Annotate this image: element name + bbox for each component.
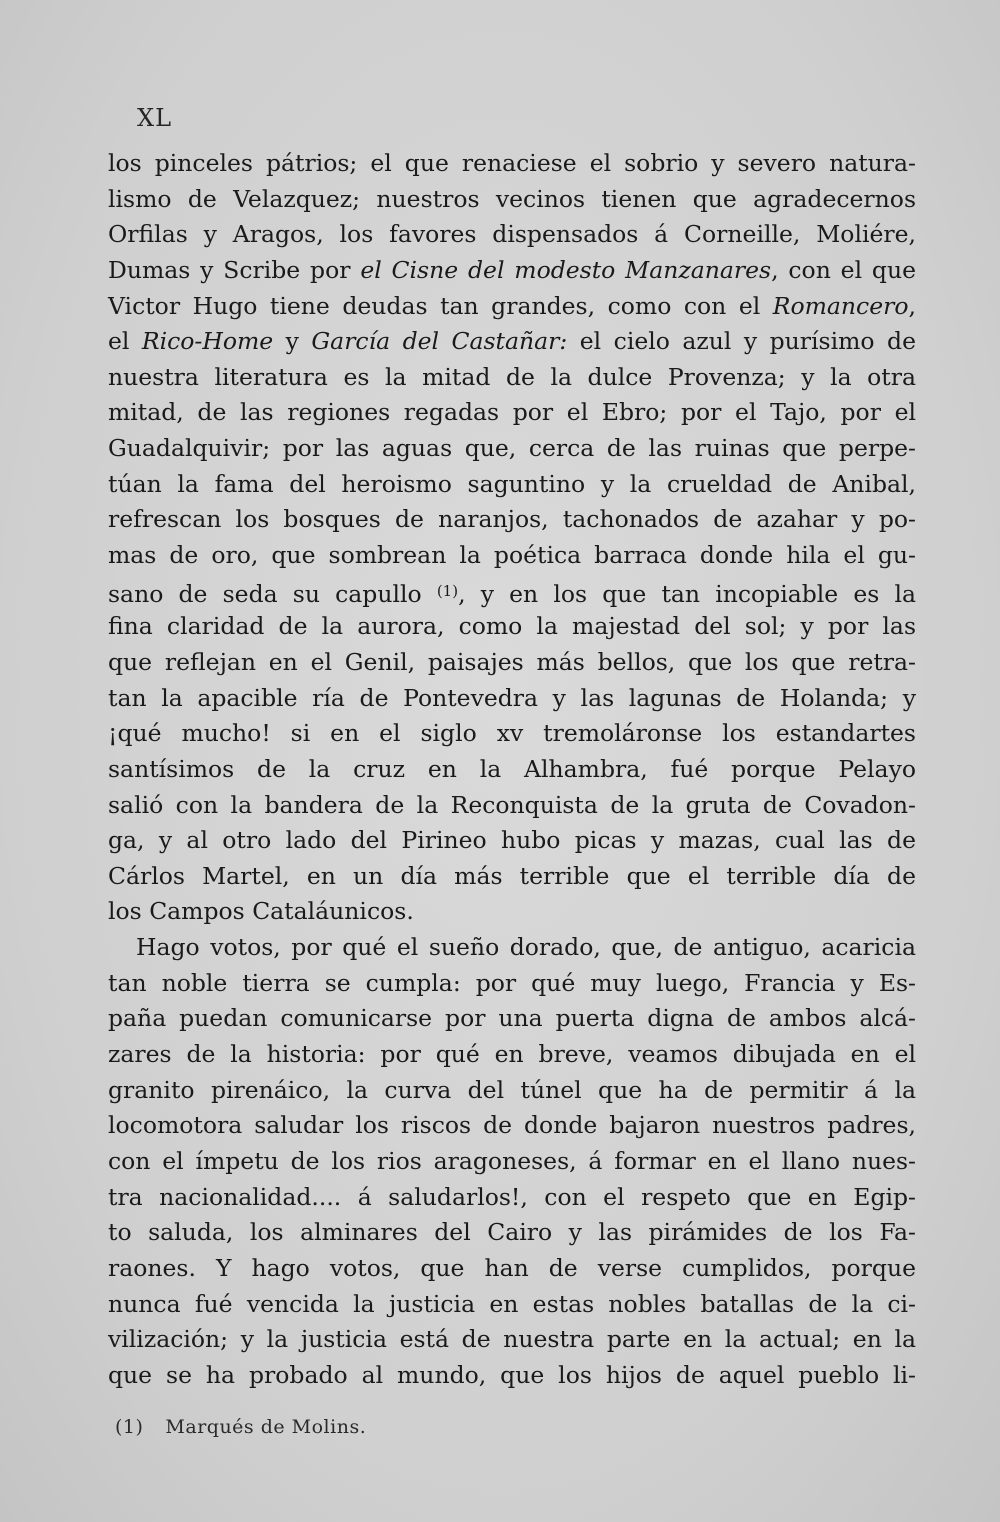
text-line: Cárlos Martel, en un día más terrible que el terrible día de — [108, 861, 916, 890]
text-segment: , con el que — [771, 255, 916, 284]
text-line: mas de oro, que sombrean la poética barraca donde hila el gu- — [108, 541, 916, 570]
text-line: nuestra literatura es la mitad de la dulce Provenza; y la otra — [108, 362, 916, 391]
footnote-text: Marqués de Molins. — [165, 1416, 367, 1438]
text-line: que se ha probado al mundo, que los hijos de aquel pueblo li- — [108, 1360, 916, 1389]
text-line: tra nacionalidad.... á saludarlos!, con el respeto que en Egip- — [108, 1182, 916, 1211]
text-line: vilización; y la justicia está de nuestra parte en la actual; en la — [108, 1325, 916, 1354]
footnote-mark: (1) — [115, 1416, 144, 1438]
text-line: ¡qué mucho! si en el siglo xv tremoláronse los estandartes — [108, 719, 916, 748]
text-line: Guadalquivir; por las aguas que, cerca de las ruinas que perpe- — [108, 434, 916, 463]
text-segment: y — [273, 327, 312, 356]
text-line: los pinceles pátrios; el que renaciese el sobrio y severo natura- — [108, 149, 916, 177]
text-segment: , — [908, 291, 916, 320]
text-line: raones. Y hago votos, que han de verse cumplidos, porque — [108, 1253, 916, 1282]
page-number: XL — [137, 104, 173, 132]
text-line — [108, 574, 916, 610]
text-line — [108, 324, 916, 360]
text-line: Orfilas y Aragos, los favores dispensados á Corneille, Moliére, — [108, 220, 916, 249]
text-line: to saluda, los alminares del Cairo y las pirámides de los Fa- — [108, 1218, 916, 1247]
italic-title: Romancero — [772, 291, 909, 320]
text-line: túan la fama del heroismo saguntino y la crueldad de Anibal, — [108, 469, 916, 498]
text-line: lismo de Velazquez; nuestros vecinos tienen que agradecernos — [108, 184, 916, 213]
text-line: tan noble tierra se cumpla: por qué muy luego, Francia y Es- — [108, 968, 916, 997]
text-line: con el ímpetu de los rios aragoneses, á formar en el llano nues- — [108, 1146, 916, 1175]
text-line: zares de la historia: por qué en breve, veamos dibujada en el — [108, 1040, 916, 1069]
text-line: Hago votos, por qué el sueño dorado, que, de antiguo, acaricia — [136, 933, 916, 962]
text-line: paña puedan comunicarse por una puerta digna de ambos alcá- — [108, 1004, 916, 1033]
text-line: nunca fué vencida la justicia en estas nobles batallas de la ci- — [108, 1289, 916, 1318]
text-line: mitad, de las regiones regadas por el Ebro; por el Tajo, por el — [108, 398, 916, 427]
text-segment: el — [108, 327, 142, 356]
text-line: refrescan los bosques de naranjos, tachonados de azahar y po- — [108, 505, 916, 534]
text-segment: sano de seda su capullo — [108, 579, 437, 608]
text-line: fina claridad de la aurora, como la majestad del sol; y por las — [108, 612, 916, 641]
text-line: que reflejan en el Genil, paisajes más bellos, que los que retra- — [108, 647, 916, 676]
text-line: locomotora saludar los riscos de donde bajaron nuestros padres, — [108, 1111, 916, 1140]
text-segment: Victor Hugo tiene deudas tan grandes, como con el — [108, 291, 773, 320]
body-text — [108, 146, 916, 1393]
footnote — [115, 1416, 366, 1438]
footnote-reference: (1) — [436, 581, 459, 600]
text-line — [108, 253, 916, 289]
text-line: ga, y al otro lado del Pirineo hubo picas y mazas, cual las de — [108, 826, 916, 855]
text-line: granito pirenáico, la curva del túnel que ha de permitir á la — [108, 1075, 916, 1104]
text-segment: Dumas y Scribe por — [108, 255, 361, 284]
text-line: tan la apacible ría de Pontevedra y las lagunas de Holanda; y — [108, 683, 916, 712]
text-line: los Campos Cataláunicos. — [108, 897, 414, 926]
italic-title: el Cisne del modesto Manzanares — [360, 255, 772, 284]
text-line — [108, 289, 916, 325]
text-line: santísimos de la cruz en la Alhambra, fué porque Pelayo — [108, 754, 916, 783]
text-line: salió con la bandera de la Reconquista de la gruta de Covadon- — [108, 790, 916, 819]
text-segment: el cielo azul y purísimo de — [567, 327, 916, 356]
italic-title: García del Castañar: — [311, 327, 568, 356]
text-segment: , y en los que tan incopiable es la — [458, 579, 916, 608]
italic-title: Rico-Home — [141, 327, 274, 356]
